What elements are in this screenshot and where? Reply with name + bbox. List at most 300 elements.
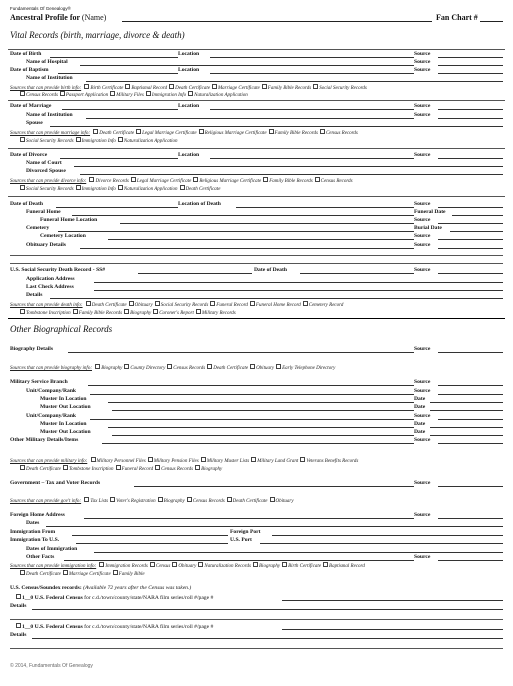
- source-checkbox[interactable]: [148, 457, 153, 462]
- unit-label: Unit/Company/Rank: [26, 413, 77, 419]
- census-details-field-1[interactable]: [32, 609, 503, 610]
- source-option-label: Death Certificate: [91, 303, 127, 308]
- marriage-institution-field[interactable]: [86, 118, 414, 119]
- source-option-label: Funeral Home Record: [255, 303, 301, 308]
- src-marriage-1: [91, 131, 358, 136]
- divorced-spouse-field[interactable]: [80, 174, 503, 175]
- source-checkbox[interactable]: [270, 497, 275, 502]
- src-death-1: [84, 303, 344, 308]
- marriage-source-field[interactable]: [438, 109, 503, 110]
- imm-sources-line2: [18, 570, 145, 577]
- source-checkbox[interactable]: [20, 137, 25, 142]
- divorce-row: [10, 152, 503, 159]
- source-option-label: Biography: [163, 499, 185, 504]
- marriage-sources-line1: [10, 129, 358, 136]
- source-option-label: Tax Lists: [90, 499, 109, 504]
- birth-row: [10, 51, 503, 58]
- source-checkbox[interactable]: [60, 91, 65, 96]
- fan-chart-line[interactable]: [480, 21, 503, 22]
- source-checkbox[interactable]: [313, 84, 318, 89]
- source-option-label: Family Bible Records: [269, 179, 313, 184]
- source-checkbox[interactable]: [84, 84, 89, 89]
- government-label: Government – Tax and Voter Records: [10, 480, 101, 486]
- cemetery-location-label: Cemetery Location: [40, 233, 86, 239]
- source-option-label: Obituary: [178, 564, 197, 569]
- source-option-label: Obituary: [134, 303, 153, 308]
- funeral-home-loc-row: [10, 217, 503, 224]
- foreign-home-field[interactable]: [84, 518, 414, 519]
- source-option-label: Legal Marriage Certificate: [136, 179, 192, 184]
- source-checkbox[interactable]: [276, 364, 281, 369]
- source-checkbox[interactable]: [63, 465, 68, 470]
- other-military-source[interactable]: [438, 443, 503, 444]
- sources-heading: Sources that can provide divorce info:: [10, 179, 87, 184]
- source-checkbox[interactable]: [131, 177, 136, 182]
- birth-sources-line2: [18, 91, 248, 98]
- muster-out-date-1[interactable]: [430, 410, 503, 411]
- source-option-label: Funeral Record: [216, 303, 248, 308]
- ssdr-details-field[interactable]: [50, 298, 503, 299]
- other-military-field[interactable]: [102, 443, 414, 444]
- muster-in-field-1[interactable]: [108, 402, 414, 403]
- census-field-2[interactable]: [282, 629, 503, 630]
- source-option-label: Biography: [101, 366, 123, 371]
- funeral-home-field[interactable]: [72, 215, 414, 216]
- src-mil-1: [89, 459, 359, 464]
- ssdr-label: U.S. Social Security Death Record - SS#: [10, 267, 106, 273]
- source-checkbox[interactable]: [125, 84, 130, 89]
- census-heading: U.S. Census/Soundex records:: [10, 585, 82, 591]
- source-label: Source: [414, 437, 431, 443]
- source-checkbox[interactable]: [198, 562, 203, 567]
- src-bio-1: [93, 366, 335, 371]
- government-source[interactable]: [438, 486, 503, 487]
- cemetery-field[interactable]: [58, 231, 414, 232]
- source-checkbox[interactable]: [110, 91, 115, 96]
- source-checkbox[interactable]: [227, 497, 232, 502]
- biography-field[interactable]: [68, 352, 414, 353]
- source-checkbox[interactable]: [110, 497, 115, 502]
- source-label: Source: [414, 413, 431, 419]
- source-checkbox[interactable]: [86, 301, 91, 306]
- institution-label: Name of Institution: [26, 112, 73, 118]
- source-checkbox[interactable]: [172, 562, 177, 567]
- section-divider: [8, 318, 505, 319]
- muster-out-field-2[interactable]: [112, 435, 414, 436]
- cemetery-source-field[interactable]: [438, 239, 503, 240]
- ssdr-death-field[interactable]: [300, 273, 414, 274]
- source-option-label: Baptismal Record: [329, 564, 365, 569]
- source-option-label: Legal Marriage Certificate: [142, 131, 197, 136]
- muster-out-field-1[interactable]: [112, 410, 414, 411]
- source-label: Source: [414, 201, 431, 207]
- court-label: Name of Court: [26, 160, 62, 166]
- government-row: [10, 480, 503, 487]
- marriage-sources-line2: [18, 137, 178, 144]
- source-checkbox[interactable]: [118, 185, 123, 190]
- unit-row-2: [10, 413, 503, 420]
- hospital-field[interactable]: [80, 65, 414, 66]
- divorce-sources-line1: [10, 177, 353, 184]
- source-option-label: Military Records: [201, 311, 236, 316]
- source-checkbox[interactable]: [169, 84, 174, 89]
- source-checkbox[interactable]: [76, 137, 81, 142]
- unit-field-1[interactable]: [90, 394, 414, 395]
- source-checkbox[interactable]: [118, 137, 123, 142]
- src-mil-2: [18, 467, 222, 472]
- ssdr-row: [10, 267, 503, 274]
- muster-in-label: Muster In Location: [40, 421, 87, 427]
- cemetery-loc-row: [10, 233, 503, 240]
- court-field[interactable]: [74, 166, 503, 167]
- source-option-label: Death Certificate: [175, 86, 210, 91]
- other-facts-field[interactable]: [64, 560, 414, 561]
- government-field[interactable]: [134, 486, 414, 487]
- src-imm-1: [97, 564, 364, 569]
- muster-in-label: Muster In Location: [40, 396, 87, 402]
- census-checkbox-2[interactable]: [16, 623, 21, 628]
- source-checkbox[interactable]: [300, 457, 305, 462]
- imm-to-label: Immigration To U.S.: [10, 537, 60, 543]
- date-label: Date: [414, 404, 426, 410]
- location-label: Location: [178, 103, 200, 109]
- burial-date-label: Burial Date: [414, 225, 442, 231]
- source-checkbox[interactable]: [201, 457, 206, 462]
- census-checkbox-1[interactable]: [16, 594, 21, 599]
- divorce-source-field[interactable]: [438, 158, 503, 159]
- obituary-source-field[interactable]: [438, 248, 503, 249]
- source-checkbox[interactable]: [320, 129, 325, 134]
- source-checkbox[interactable]: [251, 457, 256, 462]
- date-of-birth-field[interactable]: [50, 57, 178, 58]
- source-checkbox[interactable]: [155, 465, 160, 470]
- source-checkbox[interactable]: [93, 129, 98, 134]
- mil-sources-line2: [18, 465, 222, 472]
- muster-out-date-2[interactable]: [430, 435, 503, 436]
- cemetery-location-field[interactable]: [108, 239, 414, 240]
- census-note: (Available 72 years after the Census was taken.): [83, 585, 192, 591]
- divorce-sources-line2: [18, 185, 220, 192]
- source-checkbox[interactable]: [193, 177, 198, 182]
- divorce-label: Date of Divorce: [10, 152, 48, 158]
- source-label: Source: [414, 152, 431, 158]
- details-label: Details: [10, 632, 27, 638]
- muster-out-row-1: [10, 404, 503, 411]
- funeral-source-field[interactable]: [438, 223, 503, 224]
- baptism-source-field[interactable]: [438, 73, 503, 74]
- source-option-label: Death Certificate: [26, 467, 61, 472]
- source-label: Source: [414, 512, 431, 518]
- rule-line: [10, 255, 503, 256]
- copyright-footer: © 2014, Fundamentals Of Genealogy: [10, 663, 93, 669]
- source-option-label: Biography: [130, 311, 152, 316]
- ssn-field[interactable]: [138, 273, 252, 274]
- funeral-home-label: Funeral Home: [26, 209, 61, 215]
- muster-in-date-1[interactable]: [430, 402, 503, 403]
- source-checkbox[interactable]: [187, 497, 192, 502]
- source-checkbox[interactable]: [73, 309, 78, 314]
- death-row: [10, 201, 503, 208]
- source-option-label: Census Records: [26, 93, 58, 98]
- spouse-field[interactable]: [50, 126, 503, 127]
- unit-source-1[interactable]: [438, 394, 503, 395]
- foreign-home-row: [10, 512, 503, 519]
- source-checkbox[interactable]: [124, 364, 129, 369]
- source-option-label: Census Records: [320, 179, 353, 184]
- funeral-home-location-label: Funeral Home Location: [40, 217, 98, 223]
- source-checkbox[interactable]: [195, 465, 200, 470]
- foreign-home-source[interactable]: [438, 518, 503, 519]
- source-checkbox[interactable]: [84, 497, 89, 502]
- baptism-location-field[interactable]: [210, 73, 414, 74]
- birth-source-field[interactable]: [438, 57, 503, 58]
- source-option-label: Obituary: [256, 366, 275, 371]
- source-option-label: Military Personnel Files: [96, 459, 146, 464]
- dates-imm-field[interactable]: [94, 552, 503, 553]
- foreign-port-field[interactable]: [272, 535, 503, 536]
- rule-line: [10, 263, 503, 264]
- sources-heading: Sources that can provide death info:: [10, 303, 83, 308]
- foreign-port-label: Foreign Port: [230, 529, 261, 535]
- hospital-label: Name of Hospital: [26, 59, 68, 65]
- source-option-label: Military Muster Lists: [206, 459, 250, 464]
- source-checkbox[interactable]: [188, 91, 193, 96]
- source-option-label: Death Certificate: [99, 131, 135, 136]
- other-military-row: [10, 437, 503, 444]
- source-checkbox[interactable]: [136, 129, 141, 134]
- source-checkbox[interactable]: [91, 457, 96, 462]
- mil-sources-line1: [10, 457, 358, 464]
- source-checkbox[interactable]: [76, 185, 81, 190]
- src-divorce-1: [87, 179, 352, 184]
- source-label: Source: [414, 346, 431, 352]
- source-checkbox[interactable]: [20, 91, 25, 96]
- source-option-label: Cemetery Record: [308, 303, 344, 308]
- marriage-location-field[interactable]: [210, 109, 414, 110]
- unit-label: Unit/Company/Rank: [26, 388, 77, 394]
- other-facts-source[interactable]: [438, 560, 503, 561]
- other-military-label: Other Military Details/Items: [10, 437, 79, 443]
- source-checkbox[interactable]: [199, 129, 204, 134]
- source-checkbox[interactable]: [116, 465, 121, 470]
- ssdr-source-field[interactable]: [438, 273, 503, 274]
- source-checkbox[interactable]: [303, 301, 308, 306]
- source-label: Source: [414, 51, 431, 57]
- source-checkbox[interactable]: [20, 185, 25, 190]
- details-label: Details: [10, 603, 27, 609]
- census-heading-row: [10, 585, 503, 592]
- location-label: Location: [178, 67, 200, 73]
- source-option-label: Death Certificate: [185, 187, 221, 192]
- unit-field-2[interactable]: [90, 419, 414, 420]
- birth-location-field[interactable]: [210, 57, 414, 58]
- source-label: Source: [414, 480, 431, 486]
- source-option-label: Naturalization Records: [204, 564, 251, 569]
- src-birth-2: [18, 93, 248, 98]
- source-checkbox[interactable]: [210, 301, 215, 306]
- marriage-inst-source-field[interactable]: [438, 118, 503, 119]
- source-checkbox[interactable]: [124, 309, 129, 314]
- source-checkbox[interactable]: [150, 562, 155, 567]
- marriage-row: [10, 103, 503, 110]
- mil-branch-source[interactable]: [438, 385, 503, 386]
- source-checkbox[interactable]: [282, 562, 287, 567]
- institution-field[interactable]: [86, 81, 503, 82]
- source-label: Source: [414, 233, 431, 239]
- application-address-field[interactable]: [94, 282, 503, 283]
- source-checkbox[interactable]: [63, 570, 68, 575]
- source-checkbox[interactable]: [323, 562, 328, 567]
- us-port-field[interactable]: [260, 543, 503, 544]
- source-checkbox[interactable]: [263, 177, 268, 182]
- biography-row: [10, 346, 503, 353]
- burial-date-field[interactable]: [450, 231, 503, 232]
- ssdr-death-label: Date of Death: [254, 267, 287, 273]
- sources-heading: Sources that can provide gov't info:: [10, 499, 82, 504]
- application-address-label: Application Address: [26, 276, 75, 282]
- source-checkbox[interactable]: [262, 84, 267, 89]
- hospital-row: [10, 59, 503, 66]
- source-option-label: Obituary: [275, 499, 294, 504]
- divorce-date-field[interactable]: [60, 158, 178, 159]
- source-option-label: Tombstone Inscription: [26, 311, 71, 316]
- source-label: Source: [414, 103, 431, 109]
- source-checkbox[interactable]: [153, 309, 158, 314]
- source-checkbox[interactable]: [250, 301, 255, 306]
- source-checkbox[interactable]: [20, 570, 25, 575]
- source-checkbox[interactable]: [89, 177, 94, 182]
- biography-source-field[interactable]: [438, 352, 503, 353]
- muster-out-label: Muster Out Location: [40, 404, 91, 410]
- source-label: Source: [414, 217, 431, 223]
- birth-sources-line1: [10, 84, 367, 91]
- source-option-label: Voter's Registration: [116, 499, 156, 504]
- source-checkbox[interactable]: [207, 364, 212, 369]
- biography-label: Biography Details: [10, 346, 54, 352]
- source-checkbox[interactable]: [180, 185, 185, 190]
- source-checkbox[interactable]: [155, 301, 160, 306]
- source-option-label: Census: [155, 564, 171, 569]
- source-label: Source: [414, 388, 431, 394]
- ancestral-profile-form: [8, 5, 505, 676]
- source-option-label: Military Pension Files: [153, 459, 199, 464]
- source-checkbox[interactable]: [158, 497, 163, 502]
- census-line-2: [10, 623, 503, 630]
- death-date-field[interactable]: [56, 207, 178, 208]
- rule-line: [10, 619, 503, 620]
- mil-branch-field[interactable]: [88, 385, 414, 386]
- death-sources-line1: [10, 301, 343, 308]
- last-check-field[interactable]: [94, 290, 503, 291]
- source-option-label: Social Security Records: [319, 86, 367, 91]
- location-of-death-label: Location of Death: [178, 201, 221, 207]
- name-line[interactable]: [122, 21, 432, 22]
- cemetery-label: Cemetery: [26, 225, 50, 231]
- obituary-row: [10, 242, 503, 249]
- source-option-label: Tombstone Inscription: [68, 467, 114, 472]
- gov-sources: [10, 497, 294, 504]
- us-port-label: U.S. Port: [230, 537, 252, 543]
- source-option-label: Immigration Info: [151, 93, 187, 98]
- death-source-field[interactable]: [438, 207, 503, 208]
- imm-from-field[interactable]: [72, 535, 228, 536]
- imm-to-field[interactable]: [76, 543, 228, 544]
- profile-label: Ancestral Profile for: [10, 13, 80, 22]
- location-label: Location: [178, 152, 200, 158]
- sources-heading: Sources that can provide marriage info:: [10, 131, 91, 136]
- source-checkbox[interactable]: [20, 309, 25, 314]
- date-of-birth-label: Date of Birth: [10, 51, 42, 57]
- census-details-field-2[interactable]: [32, 638, 503, 639]
- hospital-source-field[interactable]: [438, 65, 503, 66]
- muster-in-field-2[interactable]: [108, 427, 414, 428]
- source-label: Source: [414, 379, 431, 385]
- court-row: [10, 160, 503, 167]
- baptism-date-field[interactable]: [58, 73, 178, 74]
- census-year-label: 1__0 U.S. Federal Census: [22, 595, 83, 601]
- source-checkbox[interactable]: [196, 309, 201, 314]
- source-option-label: Death Certificate: [232, 499, 268, 504]
- census-line-1: [10, 594, 503, 601]
- source-checkbox[interactable]: [167, 364, 172, 369]
- institution-row: [10, 75, 503, 82]
- obituary-field[interactable]: [80, 248, 414, 249]
- divorce-location-field[interactable]: [210, 158, 414, 159]
- name-placeholder: (Name): [81, 13, 107, 22]
- dates-field[interactable]: [46, 526, 503, 527]
- last-check-label: Last Check Address: [26, 284, 74, 290]
- source-option-label: Naturalization Application: [123, 139, 178, 144]
- census-details-2: [10, 632, 503, 639]
- src-imm-2: [18, 572, 145, 577]
- other-records-title: Other Biographical Records: [10, 324, 113, 334]
- dates-row: [10, 520, 503, 527]
- fan-chart-label: Fan Chart #: [436, 13, 478, 22]
- foreign-home-label: Foreign Home Address: [10, 512, 65, 518]
- source-option-label: Census Records: [173, 366, 206, 371]
- source-checkbox[interactable]: [212, 84, 217, 89]
- source-option-label: Family Bible Records: [78, 311, 123, 316]
- muster-in-date-2[interactable]: [430, 427, 503, 428]
- divider: [8, 196, 505, 197]
- spouse-row: [10, 120, 503, 127]
- funeral-home-location-field[interactable]: [120, 223, 414, 224]
- obituary-label: Obituary Details: [26, 242, 66, 248]
- dates-imm-row: [10, 546, 503, 553]
- source-checkbox[interactable]: [269, 129, 274, 134]
- src-gov-1: [82, 499, 293, 504]
- source-option-label: Military Land Grant: [257, 459, 299, 464]
- source-checkbox[interactable]: [146, 91, 151, 96]
- source-checkbox[interactable]: [95, 364, 100, 369]
- source-option-label: Biography: [201, 467, 223, 472]
- source-checkbox[interactable]: [99, 562, 104, 567]
- source-checkbox[interactable]: [20, 465, 25, 470]
- source-option-label: Marriage Certificate: [68, 572, 111, 577]
- death-location-field[interactable]: [236, 207, 414, 208]
- unit-source-2[interactable]: [438, 419, 503, 420]
- marriage-date-field[interactable]: [62, 109, 178, 110]
- source-checkbox[interactable]: [129, 301, 134, 306]
- funeral-date-field[interactable]: [452, 215, 503, 216]
- source-checkbox[interactable]: [253, 562, 258, 567]
- census-field-1[interactable]: [282, 600, 503, 601]
- source-checkbox[interactable]: [250, 364, 255, 369]
- source-option-label: Immigration Info: [81, 139, 116, 144]
- source-checkbox[interactable]: [315, 177, 320, 182]
- source-checkbox[interactable]: [113, 570, 118, 575]
- mil-branch-row: [10, 379, 503, 386]
